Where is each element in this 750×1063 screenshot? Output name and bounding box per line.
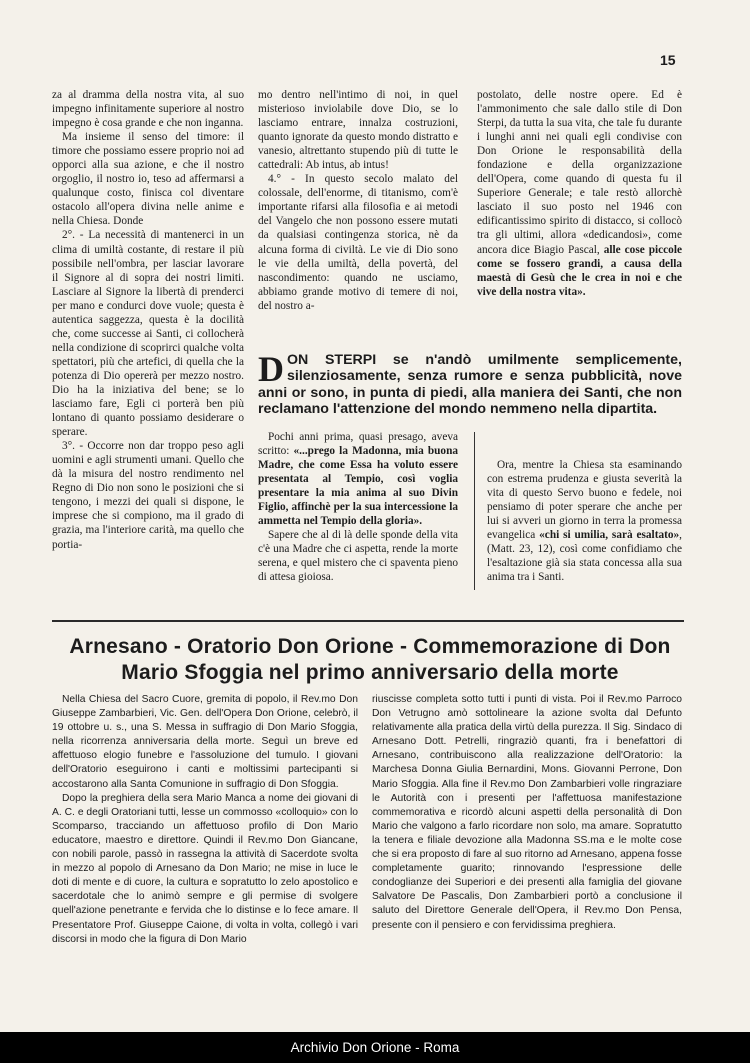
sub-column-left — [258, 430, 458, 585]
paragraph — [487, 458, 682, 584]
column-3 — [477, 88, 682, 299]
paragraph — [477, 88, 682, 299]
paragraph: riuscisse completa sotto tutti i punti di vista. Poi il Rev.mo Parroco Don Vetrugno amò sottolineare la azione svolta dal Defunto relativamente alla pratica della virtù della purezza. Il Sig. Sindaco di Arnesano Dott. Petrelli, ringraziò quanti, fra i benefattori di Arnesano, contribuiscono alla realizzazione dell'Oratorio: la Marchesa Donna Giulia Bernardini, Mons. Giovanni Perrone, Don Mario Sfoggia. Alla fine il Rev.mo Don Zambarbieri volle ringraziare le Autorità con i presenti per l'affettuosa manifestazione commemorativa e ricordò alcuni aspetti della personalità di Don Mario che valgono a farlo ricordare non solo, ma amare. Sopratutto la tenera e filiale devozione alla Madonna SS.ma e le molte cose che si era proposto di fare al suo ritorno ad Arnesano, appena fosse completamente guarito; rinnovando l'espressione delle condoglianze dei Superiori e dei presenti alla famiglia del giovane Salvatore De Pascalis, Don Zambarbieri portò a conclusione il saluto del Direttore Generale dell'Opera, il Rev.mo Don Pensa, presente con il pensiero e con fervidissima preghiera. — [372, 694, 682, 931]
article-column-2 — [372, 693, 682, 933]
page-number: 15 — [660, 52, 676, 68]
headline-text: ON STERPI se n'andò umilmente semplicemente, silenziosamente, senza rumore e senza pubblicità, nove anni or sono, in punta di piedi, alla maniera dei Santi, che non reclamano l'attenzione del mondo nemmeno nella dipartita. — [258, 352, 682, 418]
paragraph: 2°. - La necessità di mantenerci in un clima di umiltà costante, di restare il più possibile nell'ombra, per lasciar lavorare il Signore al di sopra dei nostri limiti. Lasciare al Signore la libertà di prenderci per mano e condurci dove vuole; questa è autentica saggezza, questa è la docilità che, come successe ai Santi, ci collocherà nella condizione di scoprirci qualche volta spettatori, più che artefici, di quella che la potenza di Dio opererà per mezzo nostro. Dio ha la iniziativa del bene; se lo lasciamo fare, Egli ci porterà ben più lontano di quanto possiamo desiderare o sperare. — [52, 229, 244, 439]
article-title: Arnesano - Oratorio Don Orione - Commemorazione di Don Mario Sfoggia nel primo anniversario della morte — [69, 635, 671, 684]
paragraph — [258, 430, 458, 528]
archive-footer: Archivio Don Orione - Roma — [0, 1032, 750, 1063]
column-2 — [258, 88, 458, 313]
paragraph: za al dramma della nostra vita, al suo impegno infinitamente superiore al nostro impegno è cosa grande e che non inganna. — [52, 89, 244, 130]
column-divider — [474, 432, 475, 590]
section-separator — [52, 620, 684, 622]
paragraph: Ma insieme il senso del timore: il timore che possiamo essere proprio noi ad opporci alla sua azione, e che il nostro orgoglio, il nostro io, teso ad affermarsi a qualunque costo, finisca col diventare ostacolo all'opera divina nelle anime e nella Chiesa. Donde — [52, 131, 244, 228]
drop-cap: D — [258, 349, 284, 389]
sub-column-right — [487, 458, 682, 584]
paragraph-bold-text: «...prego la Madonna, mia buona Madre, che come Essa ha voluto essere presentata al Tempio, così voglia presentare la mia anima al suo Divin Figlio, affinchè per la sua intercessione la ammetta nel Tempio della gloria». — [258, 445, 458, 528]
paragraph-text: Ora, mentre la Chiesa sta esaminando con estrema prudenza e giusta severità la vita di questo Servo buono e fedele, noi pensiamo di poter sperare che anche per lui si avveri un giorno in terra la promessa evangelica — [487, 459, 682, 542]
column-1 — [52, 88, 244, 552]
article-column-1 — [52, 693, 358, 947]
paragraph: 4.° - In questo secolo malato del colossale, dell'enorme, di titanismo, com'è importante rifarsi alla filosofia e ai metodi del Vangelo che non possono essere mutati da qualsiasi contingenza storica, nè da alcuna forma di civiltà. Le vie di Dio sono le vie della umiltà, della povertà, del nascondimento: quando ne usciamo, abbiamo grande motivo di temere di noi, del nostro a- — [258, 173, 458, 312]
paragraph-bold-text: alle cose piccole come se fossero grandi, a causa della maestà di Gesù che le crea in noi e che vive della nostra vita». — [477, 243, 682, 298]
paragraph: 3°. - Occorre non dar troppo peso agli uomini e agli strumenti umani. Quello che dà la misura del nostro rendimento nel Regno di Dio non sono le posizioni che si tengono, i mezzi dei quali si dispone, le imprese che si compiono, ma il grado di grazia, ma l'interiore carità, ma quello che portia- — [52, 440, 244, 551]
paragraph: Dopo la preghiera della sera Mario Manca a nome dei giovani di A. C. e degli Oratoriani tutti, lesse un commosso «colloquio» con lo Scomparso, tracciando un affettuoso profilo di Don Mario educatore, maestro e direttore. Quindi il Rev.mo Don Giancane, con nobili parole, passò in rassegna la attività di Sacerdote svolta in mezzo al popolo di Arnesano da Don Mario; ne mise in luce le doti di mente e di cuore, la cultura e sopratutto lo zelo apostolico e sacerdotale che lo animò sempre e gli permise di svolgere quell'azione penetrante e fervida che lo distinse e lo fece amare. Il Presentatore Prof. Giuseppe Caione, di volta in volta, collegò i vari discorsi in modo che la figura di Don Mario — [52, 792, 358, 945]
paragraph: Sapere che al di là delle sponde della vita c'è una Madre che ci aspetta, rende la morte serena, e quel mistero che ci spaventa pieno di attesa gioiosa. — [258, 529, 458, 584]
paragraph: mo dentro nell'intimo di noi, in quel misterioso inviolabile dove Dio, se lo lasciamo entrare, innalza costruzioni, quanto ignorate da questo mondo distratto e vanesio, altrettanto stupendo più di tutte le cattedrali: Ab intus, ab intus! — [258, 89, 458, 172]
paragraph: Nella Chiesa del Sacro Cuore, gremita di popolo, il Rev.mo Don Giuseppe Zambarbieri, Vic. Gen. dell'Opera Don Orione, celebrò, il 19 ottobre u. s., una S. Messa in suffragio di Don Mario Sfoggia, nella ricorrenza anniversaria della morte. Seguì un breve ed affettuoso elogio funebre e l'assoluzione del tumulo. I giovani dell'Oratorio eseguirono i canti e moltissimi partecipanti si accostarono alla Santa Comunione in suffragio di Don Sfoggia. — [52, 694, 358, 790]
headline — [258, 349, 682, 418]
paragraph-text: , (Matt. 23, 12), così come confidiamo che l'esaltazione già sia stata concessa alla sua anima tra i Santi. — [487, 529, 682, 584]
paragraph-text: Pochi anni prima, quasi presago, aveva scritto: — [258, 431, 458, 458]
paragraph-bold-text: «chi si umilia, sarà esaltato» — [539, 529, 680, 542]
paragraph-text: postolato, delle nostre opere. Ed è l'ammonimento che sale dallo stile di Don Sterpi, da tutta la sua vita, che tale fu durante i lunghi anni nei quali egli condivise con Don Orione le responsabilità della fondazione e della organizzazione dell'Opera, come quando di questa fu il Superiore Generale; e tale restò allorchè lasciato il suo posto nel 1946 con edificantissimo spirito di distacco, si collocò tra gli ultimi, allora «dedicandosi», come ancora dice Biagio Pascal, — [477, 89, 682, 256]
